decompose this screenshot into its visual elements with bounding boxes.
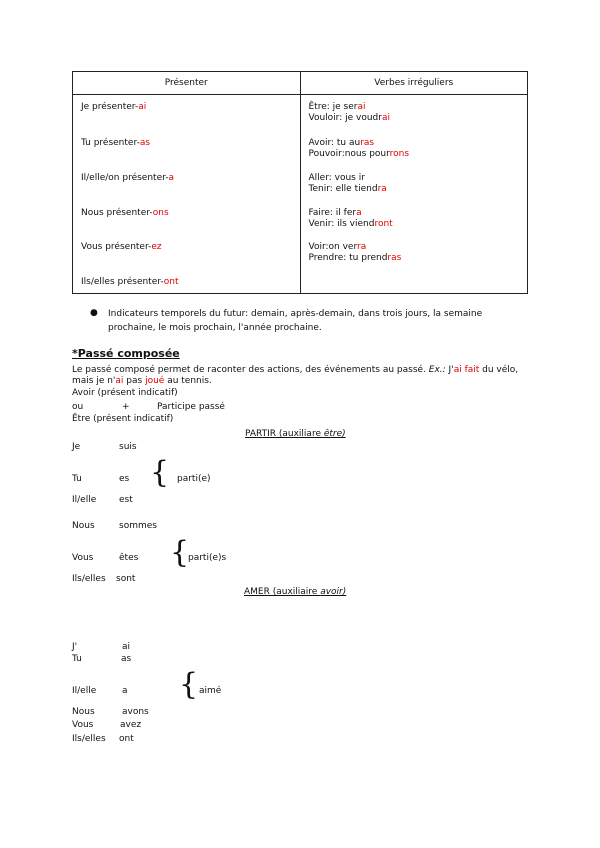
- passe-paragraph-line-2: mais je n'ai pas joué au tennis.: [72, 376, 212, 386]
- futur-indicators-text: Indicateurs temporels du futur: demain, après-demain, dans trois jours, la semaine prochaine, le mois prochain, l'année prochaine.: [108, 309, 483, 333]
- amer-participle: aimé: [199, 686, 222, 696]
- partir-participle: parti(e)s: [188, 553, 227, 563]
- bullet-icon: ●: [90, 308, 98, 318]
- partir-aux: est: [119, 495, 133, 505]
- partir-pronoun: Ils/elles: [72, 574, 106, 584]
- partir-aux: es: [119, 474, 130, 484]
- irregular-column: [300, 95, 528, 294]
- conj-line: Tu présenter-as: [81, 138, 151, 148]
- partir-pronoun: Vous: [72, 553, 94, 563]
- amer-pronoun: Il/elle: [72, 686, 97, 696]
- irregular-line: Vouloir: je voudrai: [308, 113, 390, 123]
- conjugation-table: [72, 71, 528, 294]
- ou-label: ou: [72, 402, 84, 412]
- amer-pronoun: Ils/elles: [72, 734, 106, 744]
- irregular-line: Venir: ils viendront: [308, 219, 393, 229]
- partir-aux: suis: [119, 442, 137, 452]
- irregular-line: Aller: vous ir: [308, 173, 365, 183]
- table-header-presenter: Présenter: [73, 72, 301, 95]
- amer-aux: as: [121, 654, 132, 664]
- amer-pronoun: Tu: [72, 654, 82, 664]
- partir-pronoun: Tu: [72, 474, 82, 484]
- partir-pronoun: Je: [72, 442, 81, 452]
- amer-pronoun: Nous: [72, 707, 95, 717]
- table-header-irregular: Verbes irréguliers: [300, 72, 528, 95]
- avoir-line: Avoir (présent indicatif): [72, 388, 178, 398]
- table-row: [73, 95, 528, 294]
- conj-line: Ils/elles présenter-ont: [81, 277, 179, 287]
- conj-line: Vous présenter-ez: [81, 242, 162, 252]
- plus-sign: +: [122, 402, 130, 412]
- left-brace-icon: {: [150, 455, 170, 490]
- amer-pronoun: J': [72, 642, 78, 652]
- passe-compose-heading: *Passé composée: [72, 347, 180, 360]
- partir-aux: sont: [116, 574, 136, 584]
- amer-aux: a: [122, 686, 128, 696]
- partir-pronoun: Il/elle: [72, 495, 97, 505]
- irregular-line: Pouvoir:nous pourrons: [308, 149, 410, 159]
- partir-participle: parti(e): [177, 474, 211, 484]
- amer-pronoun: Vous: [72, 720, 94, 730]
- irregular-line: Avoir: tu auras: [308, 138, 375, 148]
- partir-pronoun: Nous: [72, 521, 95, 531]
- table-header-row: [73, 72, 528, 95]
- passe-paragraph-line-1: Le passé composé permet de raconter des actions, des événements au passé. Ex.: J'ai fait du vélo,: [72, 365, 519, 375]
- amer-title: AMER (auxiliaire avoir): [244, 587, 347, 597]
- conj-line: Je présenter-ai: [81, 102, 147, 112]
- irregular-line: Faire: il fera: [308, 208, 362, 218]
- irregular-line: Voir:on verra: [308, 242, 367, 252]
- left-brace-icon: {: [179, 667, 199, 702]
- amer-aux: ont: [119, 734, 134, 744]
- amer-aux: avez: [120, 720, 142, 730]
- partir-aux: êtes: [119, 553, 139, 563]
- conj-line: Il/elle/on présenter-a: [81, 173, 175, 183]
- amer-aux: avons: [122, 707, 149, 717]
- presenter-column: [73, 95, 301, 294]
- partir-title: PARTIR (auxiliare être): [245, 429, 346, 439]
- etre-line: Être (présent indicatif): [72, 414, 174, 424]
- irregular-line: Être: je serai: [308, 102, 366, 112]
- left-brace-icon: {: [170, 535, 190, 570]
- irregular-line: Tenir: elle tiendra: [308, 184, 387, 194]
- conj-line: Nous présenter-ons: [81, 208, 169, 218]
- partir-aux: sommes: [119, 521, 157, 531]
- participe-passe-label: Participe passé: [157, 402, 225, 412]
- amer-aux: ai: [122, 642, 131, 652]
- irregular-line: Prendre: tu prendras: [308, 253, 402, 263]
